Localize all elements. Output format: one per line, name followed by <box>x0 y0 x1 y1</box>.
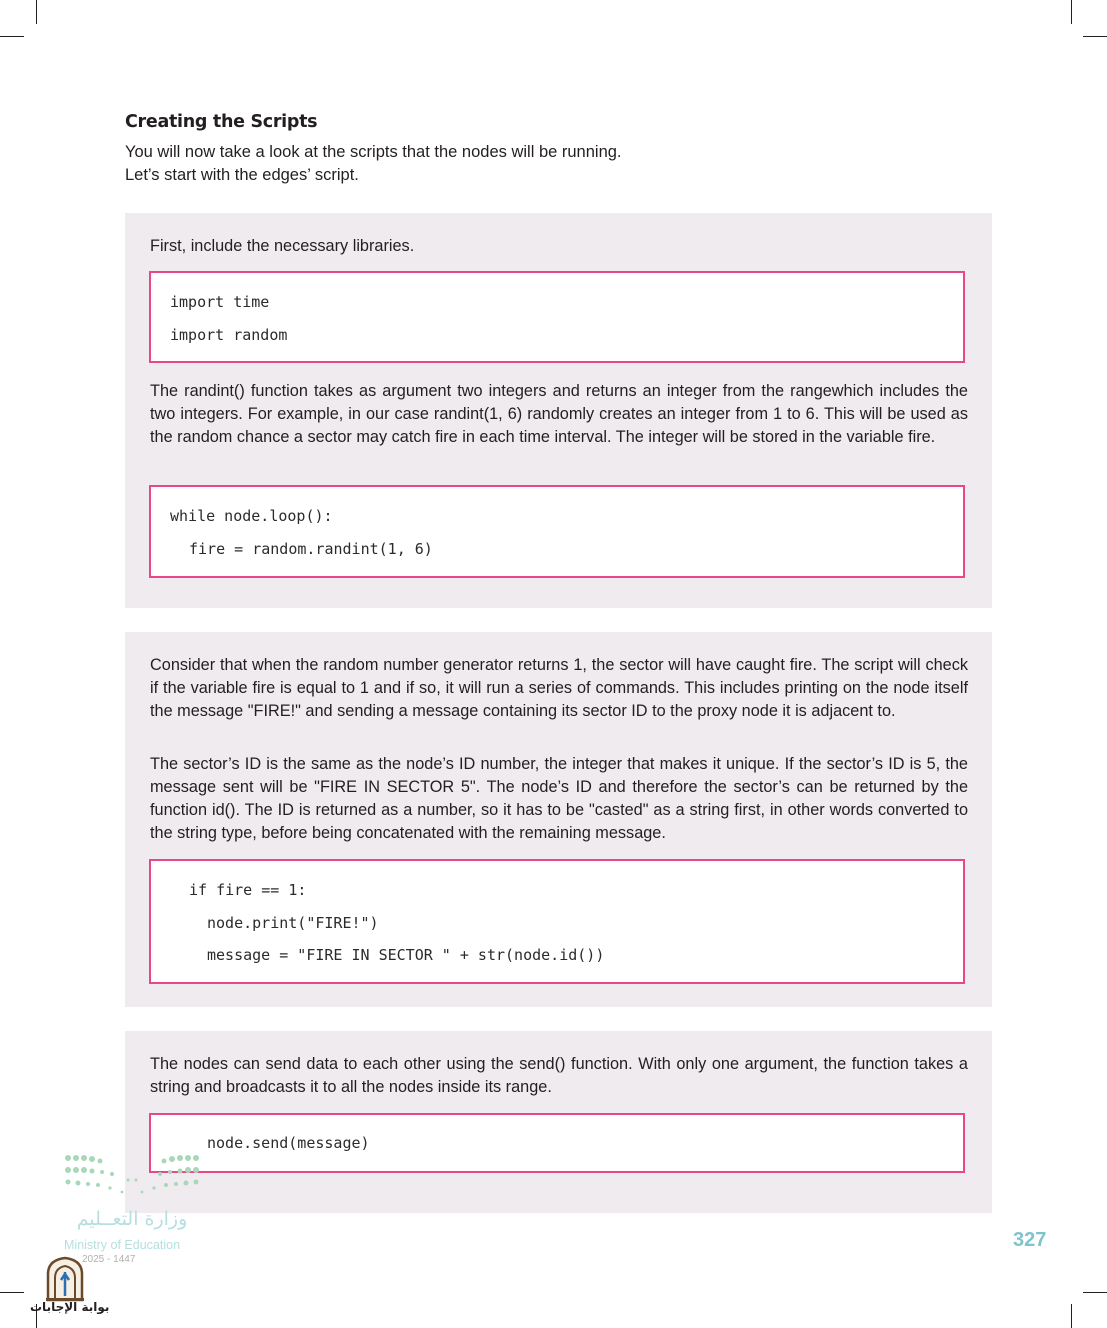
panel-paragraph: The sector’s ID is the same as the node’s ID number, the integer that makes it unique. If the sector’s ID is 5, the message sent will be "FIRE IN SECTOR 5". The node’s ID and therefore the sector’s can be returned by the function id(). The ID is returned as a number, so it has to be "casted" as a string first, in other words converted to the string type, before being concatenated with the remaining message. <box>150 755 968 842</box>
panel-send <box>125 1031 992 1213</box>
panel-paragraph: The randint() function takes as argument two integers and returns an integer from the rangewhich includes the two integers. For example, in our case randint(1, 6) randomly creates an integer from 1 to 6. This will be used as the random chance a sector may catch fire in each time interval. The integer will be stored in the variable fire. <box>150 382 968 446</box>
logo-year: 2025 - 1447 <box>82 1254 136 1265</box>
panel-edges-script <box>125 213 992 608</box>
panel-paragraph: Consider that when the random number generator returns 1, the sector will have caught fire. The script will check if the variable fire is equal to 1 and if so, it will run a series of commands. This includes printing on the node itself the message "FIRE!" and sending a message containing its sector ID to the proxy node it is adjacent to. <box>150 656 968 720</box>
code-block-if <box>149 859 965 984</box>
code-block-loop <box>149 485 965 578</box>
crop-mark <box>1071 1304 1072 1328</box>
logo-english-text: Ministry of Education <box>64 1238 181 1252</box>
code-line: node.print("FIRE!") <box>207 914 379 932</box>
code-line: import random <box>170 326 288 344</box>
logo-arabic-text: وزارة التعــليم <box>76 1208 188 1230</box>
code-line: fire = random.randint(1, 6) <box>189 540 433 558</box>
section-heading: Creating the Scripts <box>125 112 318 132</box>
code-line: node.send(message) <box>207 1134 370 1152</box>
panel-paragraph: First, include the necessary libraries. <box>150 237 415 255</box>
crop-mark <box>36 0 37 24</box>
ministry-logo <box>62 1150 202 1270</box>
code-block-imports <box>149 271 965 363</box>
crop-mark <box>1083 1292 1107 1293</box>
panel-fire-check <box>125 632 992 1007</box>
code-line: import time <box>170 293 270 311</box>
crop-mark <box>0 1292 24 1293</box>
crop-mark <box>0 36 24 37</box>
panel-paragraph: The nodes can send data to each other using the send() function. With only one argument, the function takes a string and broadcasts it to all the nodes inside its range. <box>150 1055 968 1096</box>
code-line: if fire == 1: <box>189 881 307 899</box>
intro-line: Let’s start with the edges’ script. <box>125 166 359 184</box>
intro-text <box>125 141 622 187</box>
logo-dots-icon <box>62 1150 202 1200</box>
watermark-arch-icon <box>44 1256 86 1302</box>
page-number: 327 <box>1013 1229 1047 1251</box>
code-block-send <box>149 1113 965 1173</box>
code-line: message = "FIRE IN SECTOR " + str(node.id()) <box>207 946 605 964</box>
code-line: while node.loop(): <box>170 507 333 525</box>
crop-mark <box>1083 36 1107 37</box>
crop-mark <box>1071 0 1072 24</box>
watermark-label: بوابة الإجابات <box>30 1300 110 1314</box>
intro-line: You will now take a look at the scripts that the nodes will be running. <box>125 143 622 161</box>
